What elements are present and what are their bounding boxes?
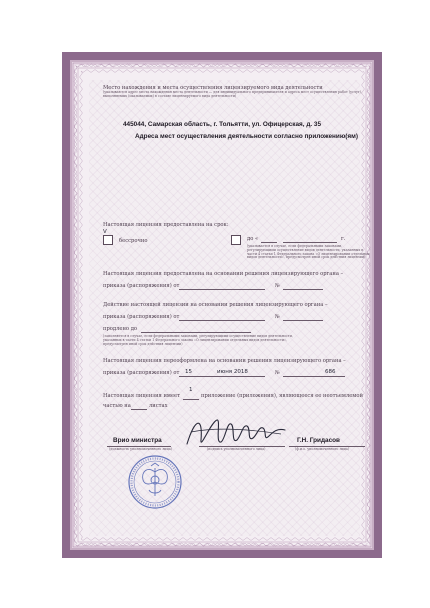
reissue-number-sign: № bbox=[275, 370, 280, 376]
seal-icon bbox=[127, 454, 183, 510]
suspension-label: Действие настоящей лицензии на основании решения лицензирующего органа – bbox=[103, 302, 328, 308]
annex-part-suffix: листах bbox=[149, 403, 168, 409]
indefinite-checkbox bbox=[103, 235, 113, 245]
reissue-label: Настоящая лицензия переоформлена на основании решения лицензирующего органа – bbox=[103, 358, 346, 364]
suspension-note: (заполняется в случае, если федеральными законами, регулирующими осуществление видов деятельности, указанных в части 4 статьи 1 Федерального закона «О лицензировании отдельных видов деятельности», предусмотрен иной срок действия лицензии) bbox=[103, 334, 293, 346]
suspension-extended-label: продлено до bbox=[103, 326, 138, 332]
address-note: Адреса мест осуществления деятельности согласно приложению(ям) bbox=[135, 133, 358, 140]
location-note: (указываются адрес места нахождения места деятельности — для индивидуального предпринимателя и адреса мест осуществления работ (услуг), выполняемых (оказываемых) в составе лицензируемого вида деятельности) bbox=[103, 90, 363, 98]
annex-part-prefix: частью на bbox=[103, 403, 131, 409]
reissue-number: 686 bbox=[325, 369, 336, 375]
form-area bbox=[89, 80, 370, 536]
basis-label: Настоящая лицензия предоставлена на основании решения лицензирующего органа – bbox=[103, 271, 344, 277]
suspension-order-label: приказа (распоряжения) от bbox=[103, 314, 180, 320]
license-sheet bbox=[62, 52, 382, 558]
annex-prefix: Настоящая лицензия имеет bbox=[103, 393, 180, 399]
term-label: Настоящая лицензия предоставлена на срок: bbox=[103, 222, 229, 228]
signature-note: (подпись уполномоченного лица) bbox=[207, 447, 266, 451]
location-label: Место нахождения и места осуществления лицензируемого вида деятельности bbox=[103, 85, 323, 91]
position-note: (должность уполномоченного лица) bbox=[109, 447, 173, 451]
until-label: до « bbox=[247, 236, 259, 242]
annex-count: 1 bbox=[189, 387, 193, 393]
signer-position: Врио министра bbox=[113, 437, 162, 444]
reissue-order-label: приказа (распоряжения) от bbox=[103, 370, 180, 376]
until-checkbox bbox=[231, 235, 241, 245]
reissue-month-year: июня 2018 bbox=[217, 369, 248, 375]
signer-name: Г.Н. Гридасов bbox=[297, 437, 340, 444]
term-note: (указывается в случае, если федеральными законами, регулирующими осуществление видов деятельности, указанных в части 4 статьи 1 Федерального закона «О лицензировании отдельных видов деятельности», предусмотрен иной срок действия лицензии) bbox=[247, 244, 370, 260]
suspension-number-sign: № bbox=[275, 314, 280, 320]
basis-number-sign: № bbox=[275, 283, 280, 289]
name-note: (ф.и.о. уполномоченного лица) bbox=[295, 447, 350, 451]
until-year-suffix: г. bbox=[341, 236, 346, 242]
basis-order-label: приказа (распоряжения) от bbox=[103, 283, 180, 289]
indefinite-label: бессрочно bbox=[119, 238, 148, 244]
address: 445044, Самарская область, г. Тольятти, ул. Офицерская, д. 35 bbox=[123, 121, 322, 128]
reissue-day: 15 bbox=[185, 369, 192, 375]
indefinite-check-mark: V bbox=[103, 229, 107, 235]
annex-suffix: приложение (приложения), являющееся ее неотъемлемой bbox=[201, 393, 363, 399]
